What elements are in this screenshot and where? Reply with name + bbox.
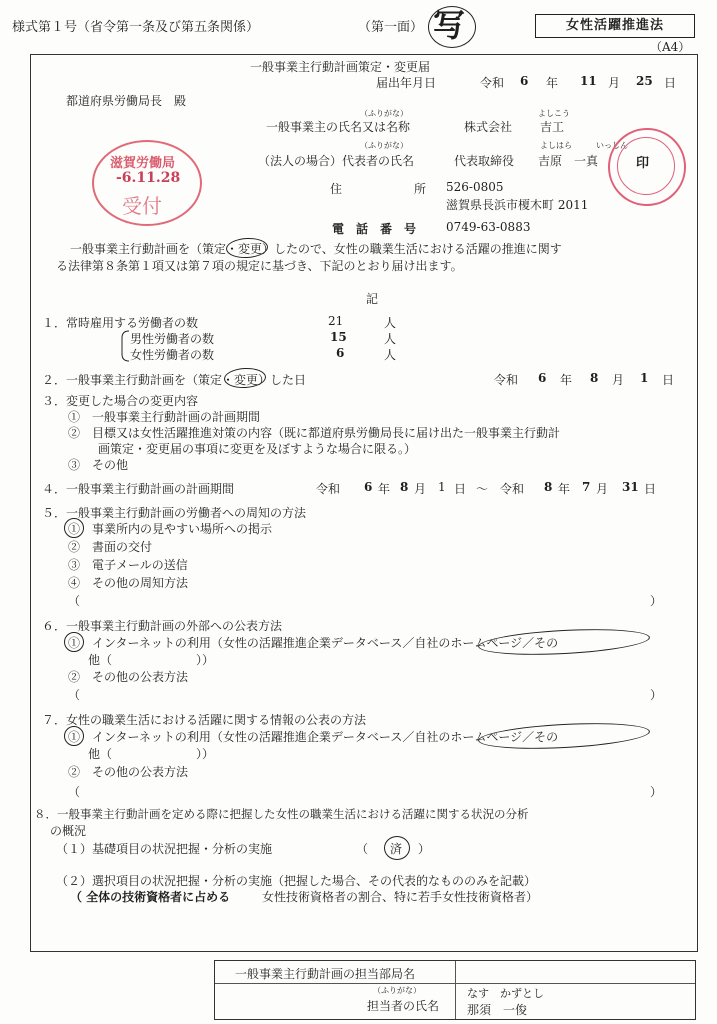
- filing-era: 令和: [480, 76, 505, 90]
- intro-line-2: る法律第８条第１項又は第７項の規定に基づき、下記のとおり届け出ます。: [56, 259, 463, 273]
- s5-item-3: ③ 電子メールの送信: [68, 558, 188, 572]
- s4-year-1: 6: [364, 480, 373, 494]
- s6-item-1b: 他（ ））: [88, 653, 215, 667]
- s1-total: 21: [328, 314, 344, 328]
- dept-label: 一般事業主行動計画の担当部局名: [235, 967, 416, 981]
- address: 滋賀県長浜市榎木町 2011: [446, 198, 589, 212]
- address-label-1: 住: [330, 182, 343, 196]
- s3-item-3: ③ その他: [68, 458, 129, 472]
- s2-month: 8: [590, 371, 599, 385]
- s8-label-2: の概況: [50, 824, 87, 838]
- intro-line-1: 一般事業主行動計画を（策定・変更）したので、女性の職業生活における活躍の推進に関す: [70, 242, 562, 256]
- rep-ruby-mei: いっしん: [596, 141, 628, 150]
- phone-label: 電 話 番 号: [332, 222, 417, 236]
- s7-label: ７．女性の職業生活における活躍に関する情報の公表の方法: [42, 713, 367, 727]
- s4-era-2: 令和: [500, 482, 525, 496]
- rep-ruby-label: （ふりがな）: [360, 141, 408, 150]
- form-number: 様式第１号（省令第一条及び第五条関係）: [12, 20, 260, 35]
- s4-day-1: 1: [438, 480, 446, 494]
- filing-date-label: 届出年月日: [376, 76, 437, 90]
- s2-year: 6: [538, 371, 547, 385]
- s2-label: ２．一般事業主行動計画を（策定・変更）した日: [42, 373, 307, 387]
- filing-year: 6: [520, 74, 529, 88]
- stamp-label: 受付: [122, 194, 162, 218]
- copy-mark: 写: [433, 6, 466, 44]
- s5-item-4: ④ その他の周知方法: [68, 576, 189, 590]
- document-title: 一般事業主行動計画策定・変更届: [250, 60, 431, 74]
- company-name-ruby: よしこう: [538, 109, 570, 118]
- law-label-box: 女性活躍推進法: [535, 14, 695, 38]
- s6-paren-close: ）: [650, 688, 663, 702]
- filing-day-unit: 日: [664, 76, 677, 90]
- s6-label: ６．一般事業主行動計画の外部への公表方法: [42, 619, 283, 633]
- s3-item-2b: 画策定・変更届の事項に変更を及ぼすような場合に限る。）: [98, 442, 417, 456]
- s1-female: 6: [336, 346, 345, 360]
- s1-female-unit: 人: [384, 348, 397, 362]
- s5-paren-open: （: [68, 594, 81, 608]
- seal-mark: 印: [636, 156, 650, 171]
- s6-item-2: ② その他の公表方法: [68, 670, 189, 684]
- s3-item-2a: ② 目標又は女性活躍推進対策の内容（既に都道府県労働局長に届け出た一般事業主行動計: [68, 426, 561, 440]
- s8-item-2-bold: （ 全体の技術資格者に占める: [70, 890, 231, 904]
- addressee: 都道府県労働局長 殿: [66, 94, 187, 108]
- s2-era: 令和: [494, 373, 519, 387]
- s1-bracket: [120, 330, 130, 362]
- name-ruby-label: （ふりがな）: [360, 109, 408, 118]
- s6-paren-open: （: [68, 688, 81, 702]
- s4-tilde: ～: [476, 482, 489, 496]
- s1-total-unit: 人: [384, 316, 397, 330]
- person-ruby-label: （ふりがな）: [373, 986, 421, 995]
- s5-item-2: ② 書面の交付: [68, 540, 153, 554]
- s4-era-1: 令和: [316, 482, 341, 496]
- s4-year-2: 8: [544, 480, 553, 494]
- s3-item-1: ① 一般事業主行動計画の計画期間: [68, 410, 261, 424]
- page-label: （第一面）: [358, 20, 424, 35]
- s1-male: 15: [330, 330, 347, 344]
- s4-year-unit-2: 年: [558, 482, 571, 496]
- s4-day-unit-1: 日: [454, 482, 467, 496]
- s4-month-1: 8: [400, 480, 409, 494]
- ki-heading: 記: [366, 292, 379, 306]
- s8-item-1-paren-close: ）: [418, 842, 431, 856]
- s4-year-unit-1: 年: [378, 482, 391, 496]
- s3-label: ３．変更した場合の変更内容: [42, 394, 199, 408]
- person-name: 那須 一俊: [467, 1003, 528, 1017]
- postal-code: 526-0805: [446, 180, 504, 194]
- employer-name-label: 一般事業主の氏名又は名称: [266, 120, 411, 134]
- s5-item-1: ① 事業所内の見やすい場所への掲示: [68, 522, 273, 536]
- paper-size: （A4）: [650, 40, 691, 54]
- filing-year-unit: 年: [546, 76, 559, 90]
- s8-item-2: （２）選択項目の状況把握・分析の実施（把握した場合、その代表的なもののみを記載）: [56, 874, 537, 888]
- s5-paren-close: ）: [650, 594, 663, 608]
- contact-divider: [455, 961, 456, 1019]
- company-prefix: 株式会社: [464, 120, 513, 134]
- s4-month-unit-2: 月: [596, 482, 609, 496]
- filing-month-unit: 月: [608, 76, 621, 90]
- s1-male-unit: 人: [384, 332, 397, 346]
- s1-female-label: 女性労働者の数: [130, 348, 215, 362]
- contact-table: [214, 960, 696, 1020]
- s2-year-unit: 年: [560, 373, 573, 387]
- s6-item-1: ① インターネットの利用（女性の活躍推進企業データベース／自社のホームページ／その: [68, 636, 559, 650]
- address-label-2: 所: [414, 182, 427, 196]
- received-stamp: [92, 140, 202, 226]
- s4-month-unit-1: 月: [414, 482, 427, 496]
- phone-number: 0749-63-0883: [446, 220, 531, 234]
- s7-paren-close: ）: [650, 785, 663, 799]
- filing-month: 11: [580, 74, 597, 88]
- s2-day: 1: [640, 371, 649, 385]
- stamp-office: 滋賀労働局: [110, 156, 176, 171]
- s2-day-unit: 日: [662, 373, 675, 387]
- s8-item-1-paren-open: （: [356, 842, 369, 856]
- s4-label: ４．一般事業主行動計画の計画期間: [42, 482, 235, 496]
- s2-month-unit: 月: [612, 373, 625, 387]
- rep-name: 吉原 一真: [538, 154, 599, 168]
- s1-label: １．常時雇用する労働者の数: [42, 316, 199, 330]
- filing-day: 25: [636, 74, 653, 88]
- stamp-date: -6.11.28: [116, 170, 181, 186]
- s5-label: ５．一般事業主行動計画の労働者への周知の方法: [42, 506, 307, 520]
- s8-item-1: （１）基礎項目の状況把握・分析の実施: [56, 842, 273, 856]
- s7-item-2: ② その他の公表方法: [68, 765, 189, 779]
- s4-day-unit-2: 日: [644, 482, 657, 496]
- rep-title: 代表取締役: [454, 154, 515, 168]
- s8-item-1-value: 済: [390, 842, 403, 856]
- person-ruby: なす かずとし: [467, 987, 544, 1000]
- s1-male-label: 男性労働者の数: [130, 332, 215, 346]
- s7-item-1b: 他（ ））: [88, 747, 215, 761]
- person-label: 担当者の氏名: [367, 999, 440, 1013]
- s4-month-2: 7: [582, 480, 591, 494]
- s8-item-2-rest: 女性技術資格者の割合、特に若手女性技術資格者）: [262, 890, 539, 904]
- s8-label-1: ８．一般事業主行動計画を定める際に把握した女性の職業生活における活躍に関する状況の分析: [34, 807, 529, 821]
- s4-day-2: 31: [622, 480, 639, 494]
- rep-ruby-sei: よしはら: [540, 141, 572, 150]
- company-name: 吉工: [540, 120, 565, 134]
- rep-label: （法人の場合）代表者の氏名: [258, 154, 415, 168]
- s7-paren-open: （: [68, 785, 81, 799]
- s7-item-1: ① インターネットの利用（女性の活躍推進企業データベース／自社のホームページ／その: [68, 730, 559, 744]
